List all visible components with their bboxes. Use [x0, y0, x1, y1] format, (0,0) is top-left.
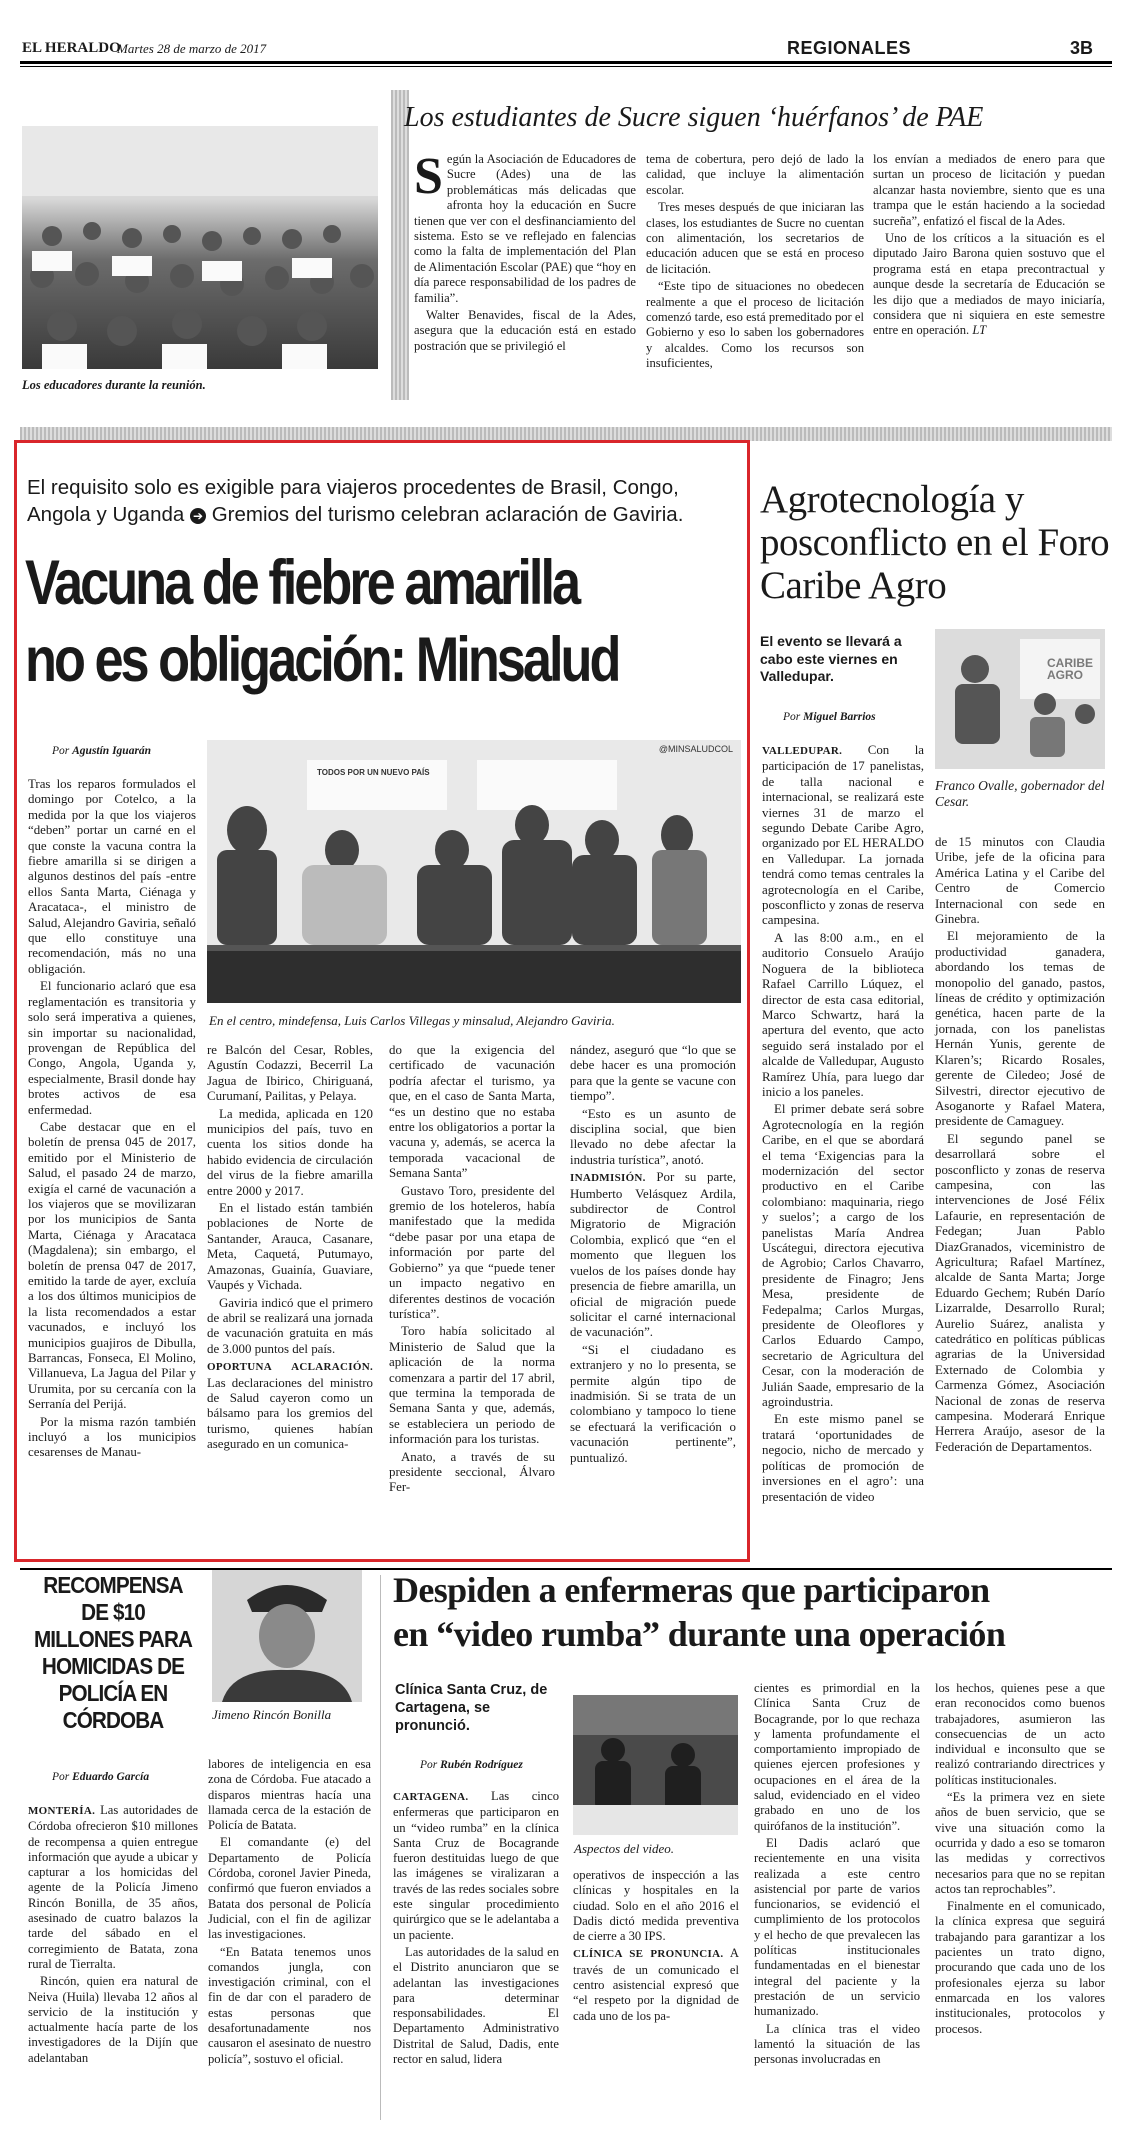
agro-byline: Por Miguel Barrios — [783, 711, 876, 723]
dateline-monteria: MONTERÍA. — [28, 1805, 96, 1817]
dateline-cartagena: CARTAGENA. — [393, 1791, 469, 1803]
enfermeras-column-2: operativos de inspección a las clínicas y hospitales en la ciudad. Solo en el año 2016 el Dadis dictó medida preventiva de cierre a 30 IPS. CLÍNICA SE PRONUNCIA. A través de un comunicado el centro asistencial expresó que “el respeto por la dignidad de cada uno de los pa- — [573, 1868, 739, 2023]
press-conference-illustration — [207, 740, 741, 1003]
enfermeras-byline: Por Rubén Rodríguez — [420, 1759, 523, 1771]
vacuna-column-2: re Balcón del Cesar, Robles, Agustín Codazzi, Becerril La Jagua de Ibirico, Chiriguaná, Curumaní, Pailitas, y Pelaya. La medida, aplicada en 120 municipios del país, tuvo en cuenta los sitios donde ha habido evidencia de circulación del virus de la fiebre amarilla entre 2000 y 2017. En el listado están también poblaciones de Norte de Santander, Arauca, Casanare, Meta, Caquetá, Putumayo, Amazonas, Guainía, Guaviare, Vaupés y Vichada. Gaviria indicó que el primero de abril se realizará una jornada de vacunación gratuita en más de 3.000 puntos del país. OPORTUNA ACLARACIÓN. Las declaraciones del ministro de Salud cayeron como un bálsamo para los gremios del turismo, quienes habían asegurado en un comunica- — [207, 1043, 373, 1452]
enfermeras-column-1: CARTAGENA. Las cinco enfermeras que participaron en un “video rumba” en la clínica Santa Cruz de Bocagrande fueron destituidas luego de que las imágenes se viralizaran a través de las redes sociales sobre este singular procedimiento quirúrgico que se le adelantaba a un paciente. Las autoridades de la salud en el Distrito anunciaron que se adelantan las investigaciones para determinar responsabilidades. El Departamento Administrativo Distrital de Salud, Dadis, ente rector en salud, lidera — [393, 1789, 559, 2067]
agro-logo-text: CARIBE AGRO — [1047, 656, 1094, 682]
enfermeras-headline-2: en “video rumba” durante una operación — [393, 1614, 1006, 1654]
audience-illustration — [22, 126, 378, 369]
vacuna-deck: El requisito solo es exigible para viajeros procedentes de Brasil, Congo, Angola y Uganda ➔ Gremios del turismo celebran aclaración de Gaviria. — [27, 476, 684, 526]
pae-signature: LT — [972, 323, 987, 338]
vacuna-column-4: nández, aseguró que “lo que se debe hacer es una promoción para que la gente se vacune con tiempo”. “Esto es un asunto de disciplina social, que bien llevado no debe afectar la industria turística”, anotó. INADMISIÓN. Por su parte, Humberto Velásquez Ardila, subdirector de Control Migratorio de Migración Colombia, explicó que “en el momento que lleguen los vuelos de los países donde hay presencia de fiebre amarilla, un oficial de migración puede solicitar el carné internacional de vacunación”. “Si el ciudadano es extranjero y no lo presenta, se permite algún tipo de inadmisión. Si se trata de un colombiano y tampoco lo tiene se efectuará la verificación o vacunación pertinente”, puntualizó. — [570, 1043, 736, 1465]
section-divider — [20, 427, 1112, 441]
drop-cap: S — [414, 148, 443, 205]
arrow-icon: ➔ — [190, 508, 206, 524]
vacuna-headline-1: Vacuna de fiebre amarilla — [25, 548, 579, 618]
column-rule — [380, 1575, 381, 2120]
recompensa-photo-caption: Jimeno Rincón Bonilla — [212, 1707, 332, 1722]
agro-column-1: VALLEDUPAR. Con la participación de 17 panelistas, de talla nacional e internacional, se realizará este viernes 31 de marzo el segundo Debate Caribe Agro, organizado por EL HERALDO en Valledupar. La jornada tendrá como temas centrales la agrotecnología en el Caribe, posconflicto y zonas de reserva campesina. A las 8:00 a.m., en el auditorio Consuelo Araújo Noguera de la biblioteca Rafael Carrillo Lúquez, el director de esta casa editorial, Marco Schwartz, hará la apertura del evento, que acto seguido será instalado por el alcalde de Valledupar, Augusto Ramírez Uhía, para luego dar inicio a los paneles. El primer debate será sobre Agrotecnología en la región Caribe, en el que se abordará el tema ‘Exigencias para la modernización del sector productivo en el Caribe colombiano: maquinaria, riego y suelos’; a cargo de los panelistas María Andrea Uscátegui, directora ejecutiva de Agrobio; Carlos Chavarro, presidente de Finagro; Jens Mesa, presidente de Fedepalma; Carlos Murgas, presidente de Oleoflores y Carlos Eduardo Campo, secretario de Agricultura del Cesar, con la moderación de Julián Saade, empresario de la agroindustria. En este mismo panel se tratará ‘oportunidades de negocio, nicho de mercado y políticas de promoción de inversiones en el agro’: una presentación de video — [762, 743, 924, 1504]
enfermeras-column-4: los hechos, quienes pese a que eran reconocidos como buenos trabajadores, asumieron las consecuencias de un acto individual e inconsulto que se realizó contrariando directrices y políticas institucionales. “Es la primera vez en siete años de buen servicio, que se vive una situación como la ocurrida y dado a eso se tomaron las medidas y correctivos necesarios para que no se repitan actos tan reprochables”. Finalmente en el comunicado, la clínica expresa que seguirá trabajando para garantizar a los pacientes un trato digno, procurando que cada uno de los profesionales ejerza su labor enmarcada en los valores institucionales, protocolos y procesos. — [935, 1681, 1105, 2036]
enfermeras-deck: Clínica Santa Cruz, de Cartagena, se pronunció. — [395, 1682, 548, 1734]
recompensa-column-2: labores de inteligencia en esa zona de Córdoba. Fue atacado a disparos mientras hacía una llamada cerca de la estación de Policía de Batata. El comandante (e) del Departamento de Policía Córdoba, coronel Javier Pineda, confirmó que fueron enviados a Batata dos personal de Policía Judicial, con el fin de agilizar las investigaciones. “En Batata tenemos unos comandos jungla, con investigación criminal, con el fin de dar con el paradero de estas personas que desafortunadamente nos causaron el asesinato de nuestro policía”, sostuvo el oficial. — [208, 1757, 371, 2066]
photo-watermark: @MINSALUDCOL — [658, 744, 733, 754]
agro-column-2: de 15 minutos con Claudia Uribe, jefe de la oficina para América Latina y el Caribe del Centro de Comercio Internacional con sede en Ginebra. El mejoramiento de la productividad ganadera, abordando los temas de monopolio del ganado, pastos, líneas de crédito y optimización genética, hacen parte de la jornada, con los panelistas Hernán Yunis, gerente de Klaren’s; Ricardo Rosales, gerente de Ciledeo; José de Silvestri, director ejecutivo de Asoganorte y Rafael Matera, presidente de Camaguey. El segundo panel se desarrollará sobre el posconflicto y zonas de reserva campesina, con las intervenciones de José Félix Lafaurie, en representación de Fedegan; Juan Pablo DiazGranados, viceministro de Agricultura; Rafael Martínez, alcalde de Santa Marta; Jorge Eduardo Gechem; Rubén Darío Lizarralde, Desarrollo Rural; Aurelio Suárez, analista y catedrático en políticas públicas agrarias de la Universidad Externado de Colombia y Carmenza Gómez, Asociación Nacional de zonas de reserva campesina. Moderará Enrique Herrera Araújo, asesor de la Federación de Departamentos. — [935, 835, 1105, 1454]
masthead: EL HERALDO — [22, 40, 121, 56]
agro-headline: Agrotecnología y posconflicto en el Foro Caribe Agro — [760, 478, 1110, 607]
video-still-illustration — [573, 1695, 738, 1835]
photo-banner-text: TODOS POR UN NUEVO PAÍS — [317, 768, 430, 777]
enfermeras-column-3: cientes es primordial en la Clínica Santa Cruz de Bocagrande, por lo que rechaza y lamenta profundamente el comportamiento impropiado de quienes ejercen profesiones y ocupaciones en el área de la salud, evidenciado en el video grabado en uno de los quirófanos de la institución”. El Dadis aclaró que recientemente en una visita realizada a este centro asistencial por parte de varios funcionarios, se evidenció el cumplimiento de los protocolos y el hecho de que prevalecen las políticas institucionales fundamentadas en el bienestar integral del paciente y la prestación de un servicio humanizado. La clínica tras el video lamentó la situación de las personas involucradas en — [754, 1681, 920, 2067]
governor-illustration — [935, 629, 1105, 769]
page-number: 3B — [1070, 38, 1094, 58]
pae-column-3: los envían a mediados de enero para que surtan un proceso de licitación y puedan alcanzar hasta noviembre, siento que es una trampa que le están haciendo a la sociedad sucreña”, enfatizó el fiscal de la Ades. Uno de los críticos a la situación es el diputado Jairo Barona quien sostuvo que el programa está en etapa precontractual y aunque desde la secretaría de Educación se les dijo que a mediados de mayo iniciaría, considera que ni siquiera en este semestre entre en operación. LT — [873, 152, 1105, 338]
vacuna-photo — [207, 740, 741, 1003]
header-rule-thin — [20, 66, 1112, 67]
subhead-inadmision: INADMISIÓN. — [570, 1172, 646, 1185]
issue-date: Martes 28 de marzo de 2017 — [117, 41, 267, 56]
enfermeras-photo-caption: Aspectos del video. — [574, 1841, 674, 1856]
officer-portrait — [212, 1570, 362, 1702]
section-name: REGIONALES — [787, 38, 912, 58]
pae-column-1: Según la Asociación de Educadores de Sucre (Ades) una de las problemáticas más delicadas que afronta hoy la educación en Sucre tienen que ver con el desfinanciamiento del sistema. Esto se ve reflejado en falencias como la falta de implementación del Plan de Alimentación Escolar (PAE) que “hoy en día parece responsabilidad de los padres de familia”. Walter Benavides, fiscal de la Ades, asegura que la educación está en estado postración que se privilegió el — [414, 148, 636, 353]
agro-deck: El evento se llevará a cabo este viernes en Valledupar. — [760, 633, 902, 684]
subhead-clinica: CLÍNICA SE PRONUNCIA. — [573, 1948, 724, 1961]
recompensa-column-1: MONTERÍA. Las autoridades de Córdoba ofrecieron $10 millones de recompensa a quien entregue información que ayude a ubicar y capturar a los homicidas del agente de la Policía Jimeno Rincón Bonilla, de 35 años, asesinado de cuatro balazos la tarde del sábado en el corregimiento de Batata, zona rural de Tierralta. Rincón, quien era natural de Neiva (Huila) llevaba 12 años al servicio de la institución y actualmente hacía parte de los investigadores de la Dijín que adelantaban — [28, 1803, 198, 2065]
recompensa-byline: Por Eduardo García — [52, 1771, 150, 1783]
recompensa-headline: RECOMPENSA DE $10 MILLONES PARA HOMICIDAS DE POLICÍA EN CÓRDOBA — [33, 1572, 193, 1733]
vacuna-column-3: do que la exigencia del certificado de vacunación podría afectar el turismo, ya que, en el caso de Santa Marta, “es un destino que no estaba entre los obligatorios a portar la vacuna y, además, se acerca la temporada vacacional de Semana Santa” Gustavo Toro, presidente del gremio de los hoteleros, había manifestado que la medida “debe pasar por una etapa de información por parte del Gobierno” ya que “puede tener un impacto negativo en diferentes destinos de vocación turística”. Toro había solicitado al Ministerio de Salud que la aplicación de la norma comenzara a partir del 17 abril, que termina la temporada de Semana Santa y que, además, se estableciera un periodo de información para los turistas. Anato, a través de su presidente seccional, Álvaro Fer- — [389, 1043, 555, 1495]
vacuna-photo-caption: En el centro, mindefensa, Luis Carlos Villegas y minsalud, Alejandro Gaviria. — [209, 1013, 615, 1028]
subhead-oportuna: OPORTUNA ACLARACIÓN. — [207, 1361, 373, 1374]
pae-photo-caption: Los educadores durante la reunión. — [22, 378, 206, 392]
dateline-valledupar: VALLEDUPAR. — [762, 745, 843, 757]
vacuna-byline: Por Agustín Iguarán — [52, 745, 152, 757]
agro-photo — [935, 629, 1105, 769]
pae-photo — [22, 126, 378, 369]
vacuna-column-1: Tras los reparos formulados el domingo por Cotelco, a la medida por la que los viajeros “deben” portar un carné en el que conste la vacuna contra la fiebre amarilla si se dirigen a algunos destinos del país -entre ellos Santa Marta, Ciénaga y Aracataca-, el ministro de Salud, Alejandro Gaviria, señaló que ello constituye una recomendación, más no una obligación. El funcionario aclaró que esa reglamentación es transitoria y solo será imperativa a quienes, sin importar su nacionalidad, provengan de República del Congo, Angola, Uganda y, especialmente, Brasil donde hay brotes activos de esa enfermedad. Cabe destacar que en el boletín de prensa 045 de 2017, emitido por el Ministerio de Salud, el pasado 24 de marzo, exigía el carné de vacunación a los viajeros que se movilizaran por los municipios de Santa Marta, Ciénaga y Aracataca (Magdalena); sin embargo, el boletín de prensa 047 de 2017, emitido la tarde de ayer, excluía a los dos últimos municipios de la lista recomendados a estar vacunados, e incluyó los municipios guajiros de Dibulla, Barrancas, Fonseca, El Molino, Villanueva, La Jagua del Pilar y Urumita, por su cercanía con la Serranía del Perijá. Por la misma razón también incluyó a los municipios cesarenses de Manau- — [28, 777, 196, 1460]
pae-headline: Los estudiantes de Sucre siguen ‘huérfanos’ de PAE — [404, 102, 984, 133]
recompensa-photo — [212, 1570, 362, 1702]
pae-side-bar — [391, 90, 409, 400]
enfermeras-photo — [573, 1695, 738, 1835]
vacuna-headline-2: no es obligación: Minsalud — [25, 625, 619, 695]
agro-photo-caption: Franco Ovalle, gobernador del Cesar. — [935, 778, 1105, 809]
pae-column-2: tema de cobertura, pero dejó de lado la calidad, que incluye la alimentación escolar. Tres meses después de que iniciaran las clases, los estudiantes de Sucre no cuentan con alimentación, los secretarios de educación aducen que se está en proceso de licitación. “Este tipo de situaciones no obedecen realmente a que el proceso de licitación comenzó tarde, eso está premeditado por el Gobierno y eso lo saben los gobernadores y alcaldes. Como los recursos son insuficientes, — [646, 152, 864, 371]
enfermeras-headline-1: Despiden a enfermeras que participaron — [393, 1570, 990, 1610]
header-rule — [20, 61, 1112, 64]
